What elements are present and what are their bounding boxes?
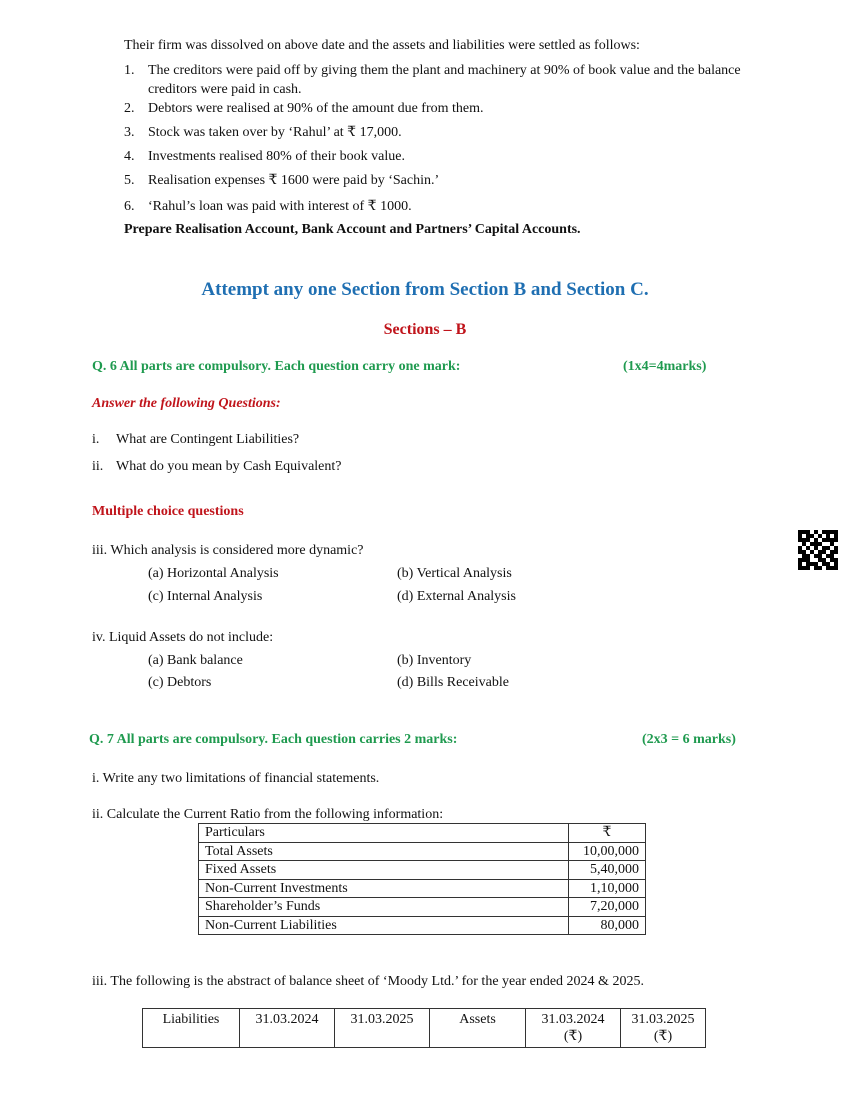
table-header-amount: ₹ <box>569 824 646 843</box>
bs-liabilities-header: Liabilities <box>143 1009 240 1048</box>
table-cell: Non-Current Investments <box>199 879 569 898</box>
q6-iv-option-d: (d) Bills Receivable <box>397 675 509 690</box>
q6-i-text: What are Contingent Liabilities? <box>116 432 300 447</box>
q6-iv-option-a: (a) Bank balance <box>148 653 243 668</box>
settlement-list <box>124 61 764 221</box>
current-ratio-table <box>198 823 646 935</box>
q6-iii-option-d: (d) External Analysis <box>397 589 516 604</box>
q6-ii-text: What do you mean by Cash Equivalent? <box>116 459 342 474</box>
attempt-heading: Attempt any one Section from Section B and Section C. <box>201 279 649 300</box>
table-cell: Total Assets <box>199 842 569 861</box>
table-cell: 7,20,000 <box>569 898 646 917</box>
table-cell: 10,00,000 <box>569 842 646 861</box>
balance-sheet-table <box>142 1008 706 1048</box>
bs-assets-2024-date: 31.03.2024 <box>541 1012 605 1027</box>
table-row <box>199 898 646 917</box>
q6-i-number: i. <box>92 432 100 447</box>
q6-iv-option-b: (b) Inventory <box>397 653 472 668</box>
q7-i-text: i. Write any two limitations of financial statements. <box>92 771 380 786</box>
bs-assets-2025-header <box>621 1009 706 1048</box>
q6-iii-option-a: (a) Horizontal Analysis <box>148 566 279 581</box>
table-row <box>199 916 646 935</box>
q7-iii-text: iii. The following is the abstract of balance sheet of ‘Moody Ltd.’ for the year ended 2024 & 2025. <box>92 974 644 989</box>
table-row <box>199 861 646 880</box>
table-cell: Non-Current Liabilities <box>199 916 569 935</box>
list-item: 1. The creditors were paid off by giving them the plant and machinery at 90% of book value and the balance creditors were paid in cash. <box>124 63 741 97</box>
dissolution-intro: Their firm was dissolved on above date and the assets and liabilities were settled as follows: <box>124 38 640 53</box>
qr-code-icon <box>798 530 838 570</box>
q7-heading: Q. 7 All parts are compulsory. Each question carries 2 marks: <box>89 732 458 747</box>
table-row <box>199 879 646 898</box>
q6-iii-option-c: (c) Internal Analysis <box>148 589 263 604</box>
q6-iv-text: iv. Liquid Assets do not include: <box>92 630 274 645</box>
table-row <box>199 842 646 861</box>
q6-marks: (1x4=4marks) <box>623 359 707 374</box>
table-row <box>143 1009 706 1048</box>
q6-iii-text: iii. Which analysis is considered more dynamic? <box>92 543 364 558</box>
instruction-text: Prepare Realisation Account, Bank Account and Partners’ Capital Accounts. <box>124 222 581 237</box>
table-header-particulars: Particulars <box>199 824 569 843</box>
q6-subheading: Answer the following Questions: <box>92 396 281 411</box>
q6-iv-option-c: (c) Debtors <box>148 675 212 690</box>
list-item: 5. Realisation expenses ₹ 1600 were paid by ‘Sachin.’ <box>124 173 440 188</box>
table-cell: 1,10,000 <box>569 879 646 898</box>
table-cell: 80,000 <box>569 916 646 935</box>
q6-iii-option-b: (b) Vertical Analysis <box>397 566 512 581</box>
bs-assets-2024-header <box>526 1009 621 1048</box>
q6-ii-number: ii. <box>92 459 104 474</box>
table-cell: 5,40,000 <box>569 861 646 880</box>
mcq-heading: Multiple choice questions <box>92 504 244 519</box>
bs-assets-2025-date: 31.03.2025 <box>631 1012 695 1027</box>
list-item: 6. ‘Rahul’s loan was paid with interest of ₹ 1000. <box>124 199 412 214</box>
list-item: 3. Stock was taken over by ‘Rahul’ at ₹ 17,000. <box>124 125 402 140</box>
bs-assets-header: Assets <box>430 1009 526 1048</box>
table-row <box>199 824 646 843</box>
list-item: 2. Debtors were realised at 90% of the amount due from them. <box>124 101 484 116</box>
bs-assets-2024-unit: (₹) <box>563 1029 583 1044</box>
bs-assets-2025-unit: (₹) <box>653 1029 673 1044</box>
q7-marks: (2x3 = 6 marks) <box>642 732 736 747</box>
q6-heading: Q. 6 All parts are compulsory. Each question carry one mark: <box>92 359 461 374</box>
q7-ii-text: ii. Calculate the Current Ratio from the following information: <box>92 807 444 822</box>
bs-liabilities-2024-header: 31.03.2024 <box>240 1009 335 1048</box>
section-heading: Sections – B <box>383 321 467 338</box>
table-cell: Shareholder’s Funds <box>199 898 569 917</box>
list-item: 4. Investments realised 80% of their book value. <box>124 149 405 164</box>
table-cell: Fixed Assets <box>199 861 569 880</box>
bs-liabilities-2025-header: 31.03.2025 <box>335 1009 430 1048</box>
